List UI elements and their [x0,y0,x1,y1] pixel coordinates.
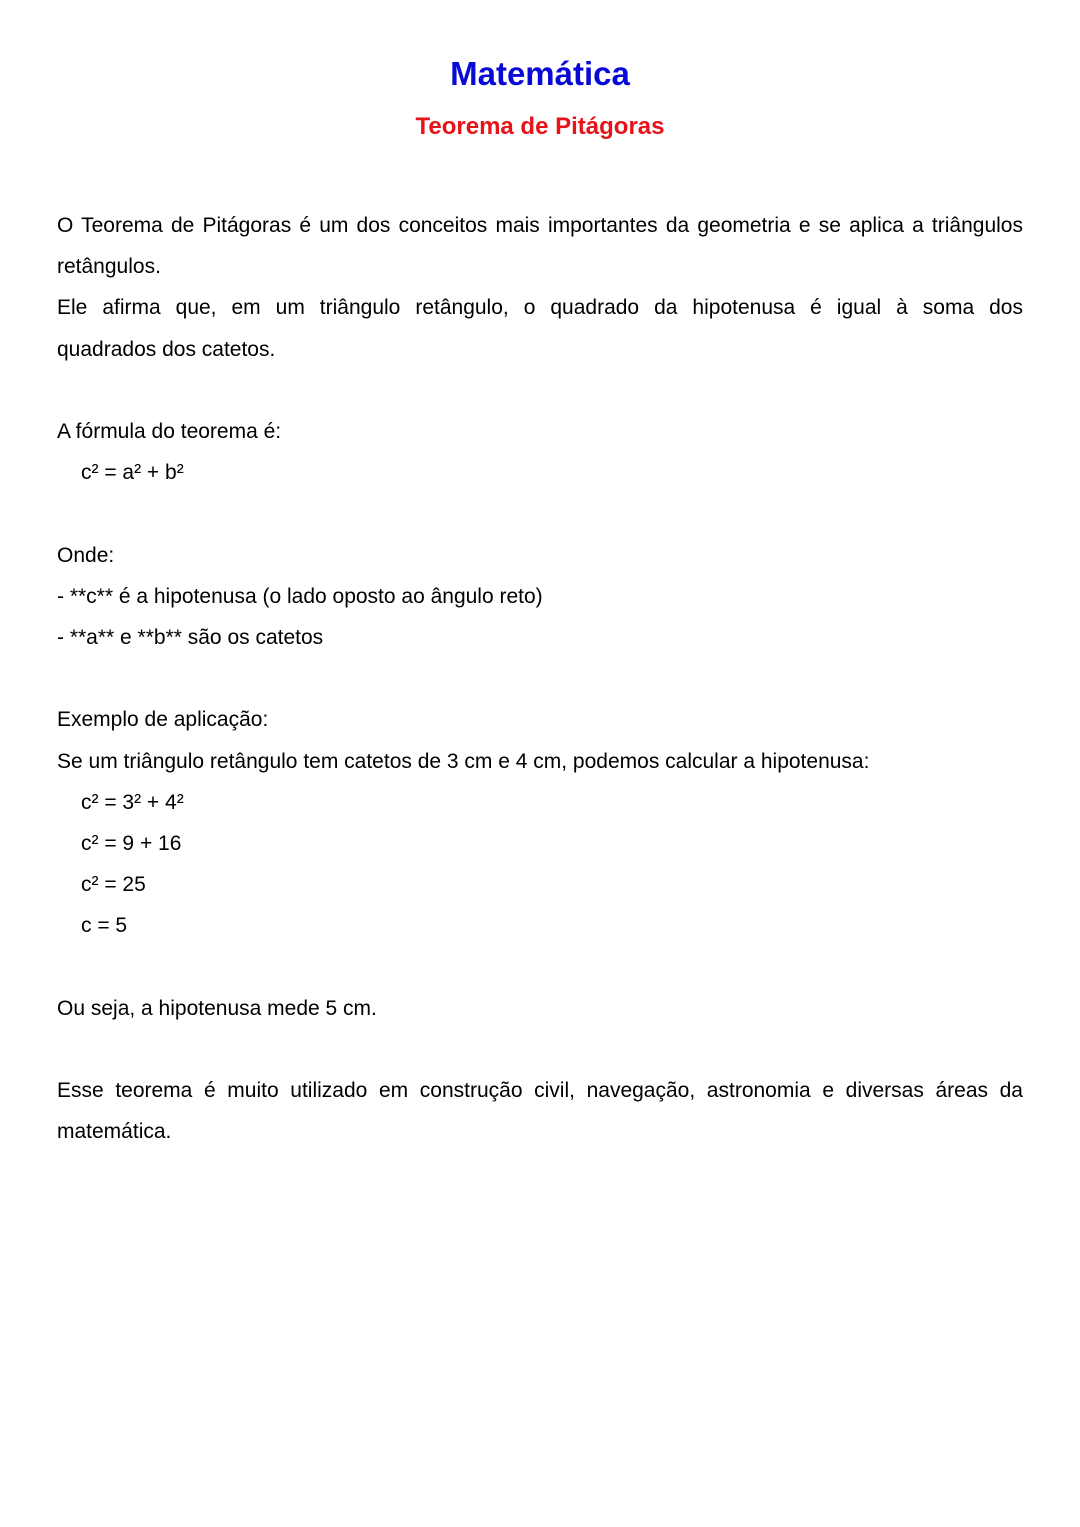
intro-line-3: Ele afirma que, em um triângulo retângulo, o quadrado da hipotenusa é igual à soma dos [57,296,1023,320]
example-step: c = 5 [81,914,128,938]
closing-line-2: matemática. [57,1120,172,1144]
example-step: c² = 25 [81,873,146,897]
definitions-label: Onde: [57,543,115,567]
example-statement: Se um triângulo retângulo tem catetos de 3 cm e 4 cm, podemos calcular a hipotenusa: [57,749,870,773]
spacer [57,493,1023,534]
example-label: Exemplo de aplicação: [57,708,269,732]
intro-line-4: quadrados dos catetos. [57,337,276,361]
spacer [57,370,1023,411]
closing-line-1: Esse teorema é muito utilizado em construção civil, navegação, astronomia e diversas áreas da [57,1079,1023,1103]
formula-expression: c² = a² + b² [81,461,184,485]
document-body [57,205,1023,1153]
definition-item: - **a** e **b** são os catetos [57,626,324,649]
page-subtitle: Teorema de Pitágoras [415,113,665,140]
spacer [57,1029,1023,1070]
spacer [57,947,1023,988]
page-title: Matemática [450,55,630,92]
conclusion-text: Ou seja, a hipotenusa mede 5 cm. [57,996,377,1020]
example-step: c² = 3² + 4² [81,790,184,814]
intro-line-1: O Teorema de Pitágoras é um dos conceitos mais importantes da geometria e se aplica a triângulos [57,214,1023,237]
spacer [57,658,1023,699]
formula-label: A fórmula do teorema é: [57,420,282,443]
intro-line-2: retângulos. [57,255,161,279]
definition-item: - **c** é a hipotenusa (o lado oposto ao ângulo reto) [57,584,543,608]
example-step: c² = 9 + 16 [81,832,182,855]
